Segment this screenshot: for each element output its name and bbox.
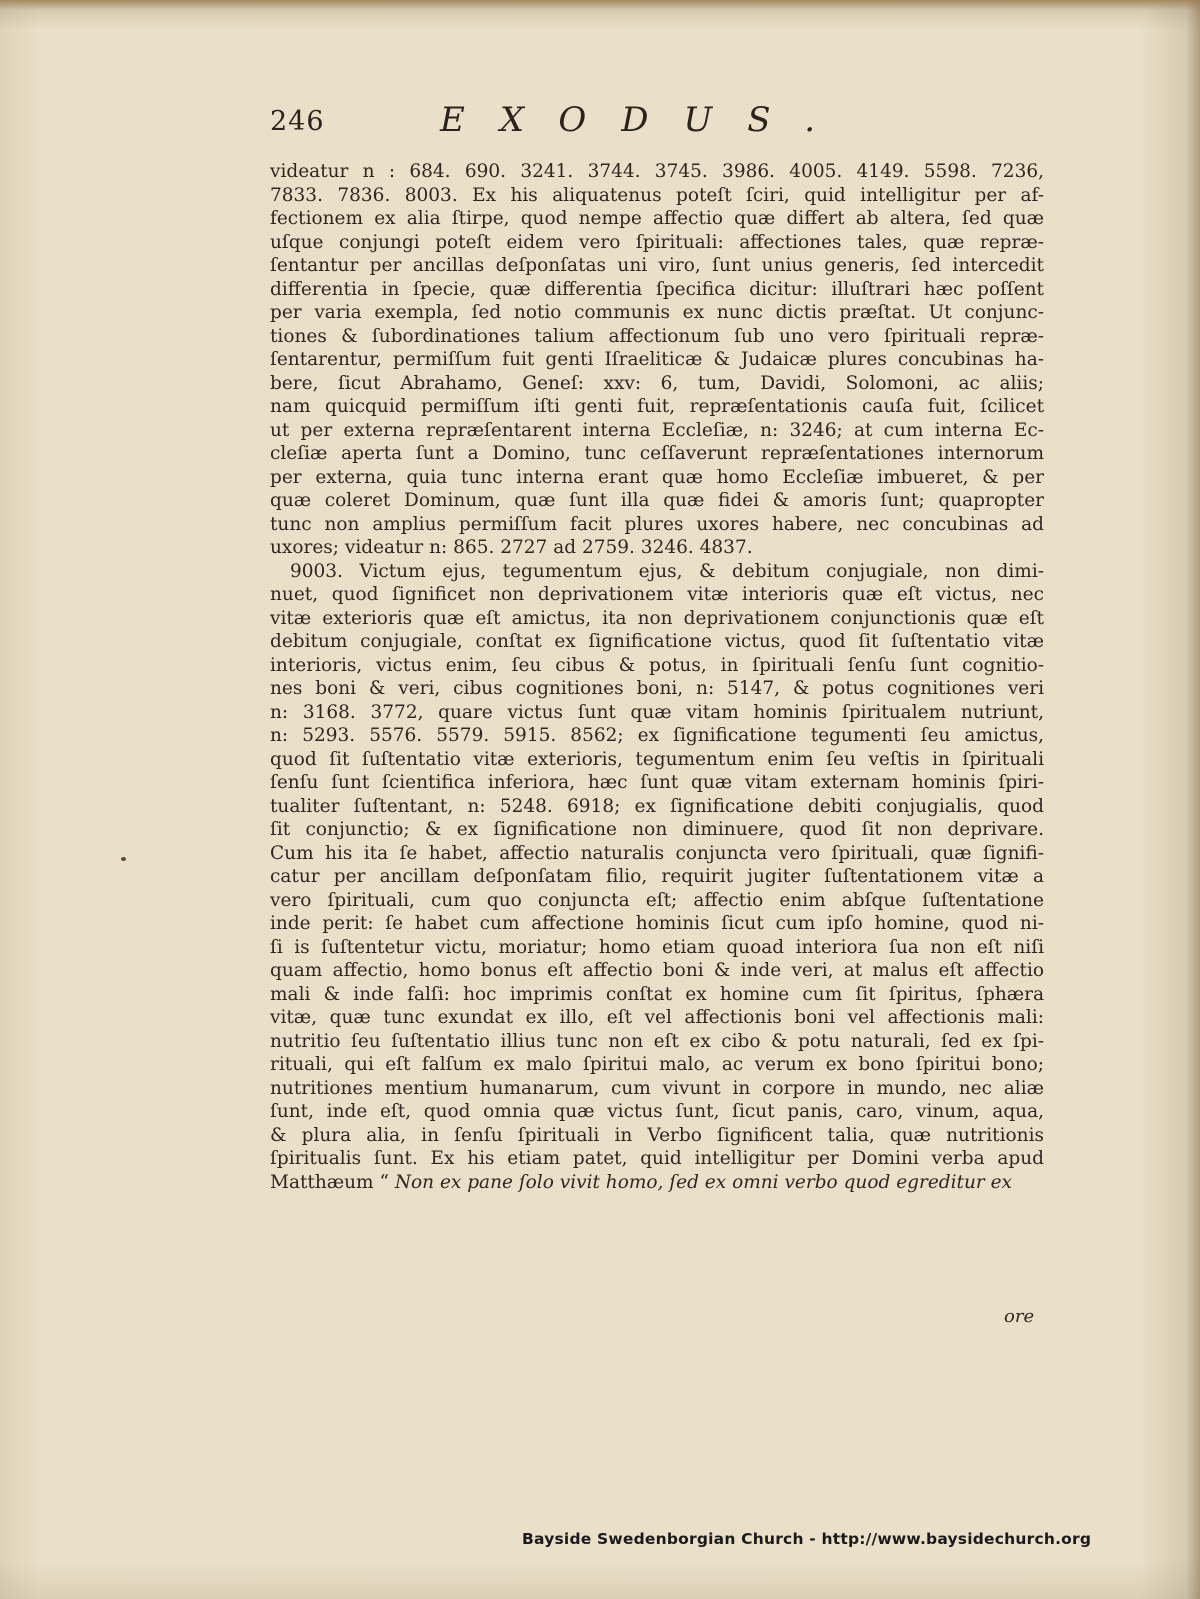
text-line: quod ſit ſuſtentatio vitæ exterioris, tegumentum enim ſeu veſtis in ſpirituali: [270, 748, 1044, 770]
text-line: nutritiones mentium humanarum, cum vivunt in corpore in mundo, nec aliæ: [270, 1077, 1044, 1099]
text-line: nam quicquid permiſſum iſti genti fuit, repræſentationis cauſa fuit, ſcilicet: [270, 396, 1044, 417]
text-line: differentia in ſpecie, quæ differentia ſpecifica dicitur: illuſtrari hæc poſſent: [270, 278, 1044, 300]
text-line: debitum conjugiale, conſtat ex ſignificatione victus, quod ſit ſuſtentatio vitæ: [270, 631, 1044, 652]
final-line-roman: Matthæum “: [270, 1171, 395, 1193]
text-line: fectionem ex alia ſtirpe, quod nempe affectio quæ differt ab altera, ſed quæ: [270, 208, 1044, 229]
text-line: videatur n : 684. 690. 3241. 3744. 3745. 3986. 4005. 4149. 5598. 7236,: [270, 161, 1044, 182]
text-line: cleſiæ aperta ſunt a Domino, tunc ceſſaverunt repræſentationes internorum: [270, 443, 1044, 464]
text-line: 9003. Victum ejus, tegumentum ejus, & debitum conjugiale, non dimi-: [290, 560, 1044, 582]
text-line: vitæ, quæ tunc exundat ex illo, eſt vel affectionis boni vel affectionis mali:: [270, 1007, 1044, 1028]
text-line: ſentarentur, permiſſum fuit genti Iſraeliticæ & Judaicæ plures concubinas ha-: [270, 349, 1044, 370]
text-line: per varia exempla, ſed notio communis ex nunc dictis præſtat. Ut conjunc-: [270, 302, 1044, 323]
text-line: nutritio ſeu ſuſtentatio illius tunc non eſt ex cibo & potu naturali, ſed ex ſpi-: [270, 1030, 1044, 1052]
text-line: vero ſpirituali, cum quo conjuncta eſt; affectio enim abſque ſuſtentatione: [270, 889, 1044, 911]
text-line: n: 3168. 3772, quare victus ſunt quæ vitam hominis ſpiritualem nutriunt,: [270, 701, 1044, 723]
text-line: catur per ancillam deſponſatam filio, requirit jugiter ſuſtentationem vitæ a: [270, 866, 1044, 887]
text-line: uxores; videatur n: 865. 2727 ad 2759. 3246. 4837.: [270, 537, 753, 558]
text-line: interioris, victus enim, ſeu cibus & potus, in ſpirituali ſenſu ſunt cognitio-: [270, 654, 1044, 676]
text-line: quam affectio, homo bonus eſt affectio boni & inde veri, at malus eſt affectio: [270, 960, 1044, 981]
text-line: tunc non amplius permiſſum facit plures uxores habere, nec concubinas ad: [270, 513, 1044, 535]
text-line: tiones & ſubordinationes talium affectionum ſub uno vero ſpirituali repræ-: [270, 325, 1044, 347]
text-line: & plura alia, in ſenſu ſpirituali in Verbo ſignificent talia, quæ nutritionis: [270, 1124, 1044, 1146]
page-right-edge: [1186, 0, 1200, 1599]
text-line: ſit conjunctio; & ex ſignificatione non diminuere, quod ſit non deprivare.: [270, 819, 1044, 840]
text-line: ut per externa repræſentarent interna Eccleſiæ, n: 3246; at cum interna Ec-: [270, 419, 1044, 441]
page-top-edge: [0, 0, 1200, 10]
text-line: ſenſu ſunt ſcientifica inferiora, hæc ſunt quæ vitam externam hominis ſpiri-: [270, 772, 1044, 793]
text-line: ſunt, inde eſt, quod omnia quæ victus ſunt, ſicut panis, caro, vinum, aqua,: [270, 1101, 1044, 1122]
ink-speck: [121, 857, 126, 861]
text-line: ſentantur per ancillas deſponſatas uni viro, ſunt unius generis, ſed intercedit: [270, 255, 1044, 276]
text-line-final: [270, 1171, 1044, 1195]
text-line: quæ coleret Dominum, quæ ſunt illa quæ fidei & amoris ſunt; quapropter: [270, 490, 1044, 511]
text-line: ſi is ſuſtentetur victu, moriatur; homo etiam quoad interiora ſua non eſt niſi: [270, 936, 1044, 958]
text-line: uſque conjungi poteſt eidem vero ſpirituali: affectiones tales, quæ repræ-: [270, 231, 1044, 253]
final-line-italic-quote: Non ex pane ſolo vivit homo, ſed ex omni verbo quod egreditur ex: [394, 1171, 1012, 1193]
text-line: vitæ exterioris quæ eſt amictus, ita non deprivationem conjunctionis quæ eſt: [270, 607, 1044, 629]
text-line: bere, ſicut Abrahamo, Geneſ: xxv: 6, tum, Davidi, Solomoni, ac aliis;: [270, 372, 1044, 394]
text-line: per externa, quia tunc interna erant quæ homo Eccleſiæ imbueret, & per: [270, 466, 1044, 488]
page-number: 246: [270, 106, 325, 137]
text-line: nuet, quod ſignificet non deprivationem vitæ interioris quæ eſt victus, nec: [270, 584, 1044, 605]
text-line: Cum his ita ſe habet, affectio naturalis conjuncta vero ſpirituali, quæ ſignifi-: [270, 842, 1044, 864]
body-text: [270, 160, 1044, 1194]
text-line: ſpiritualis ſunt. Ex his etiam patet, quid intelligitur per Domini verba apud: [270, 1148, 1044, 1169]
book-title: EXODUS.: [440, 100, 851, 140]
catchword: ore: [1004, 1306, 1035, 1327]
text-line: mali & inde falſi: hoc imprimis conſtat ex homine cum ſit ſpiritus, ſphæra: [270, 983, 1044, 1005]
footer-credit: Bayside Swedenborgian Church - http://www.baysidechurch.org: [522, 1530, 1092, 1548]
running-head: [270, 100, 910, 144]
text-line: 7833. 7836. 8003. Ex his aliquatenus poteſt ſciri, quid intelligitur per af-: [270, 184, 1044, 206]
text-line: tualiter ſuſtentant, n: 5248. 6918; ex ſignificatione debiti conjugialis, quod: [270, 795, 1044, 817]
text-line: inde perit: ſe habet cum affectione hominis ſicut cum ipſo homine, quod ni-: [270, 913, 1044, 934]
text-line: rituali, qui eſt falſum ex malo ſpiritui malo, ac verum ex bono ſpiritui bono;: [270, 1054, 1044, 1075]
text-line: nes boni & veri, cibus cognitiones boni, n: 5147, & potus cognitiones veri: [270, 678, 1044, 699]
text-line: n: 5293. 5576. 5579. 5915. 8562; ex ſignificatione tegumenti ſeu amictus,: [270, 725, 1044, 746]
